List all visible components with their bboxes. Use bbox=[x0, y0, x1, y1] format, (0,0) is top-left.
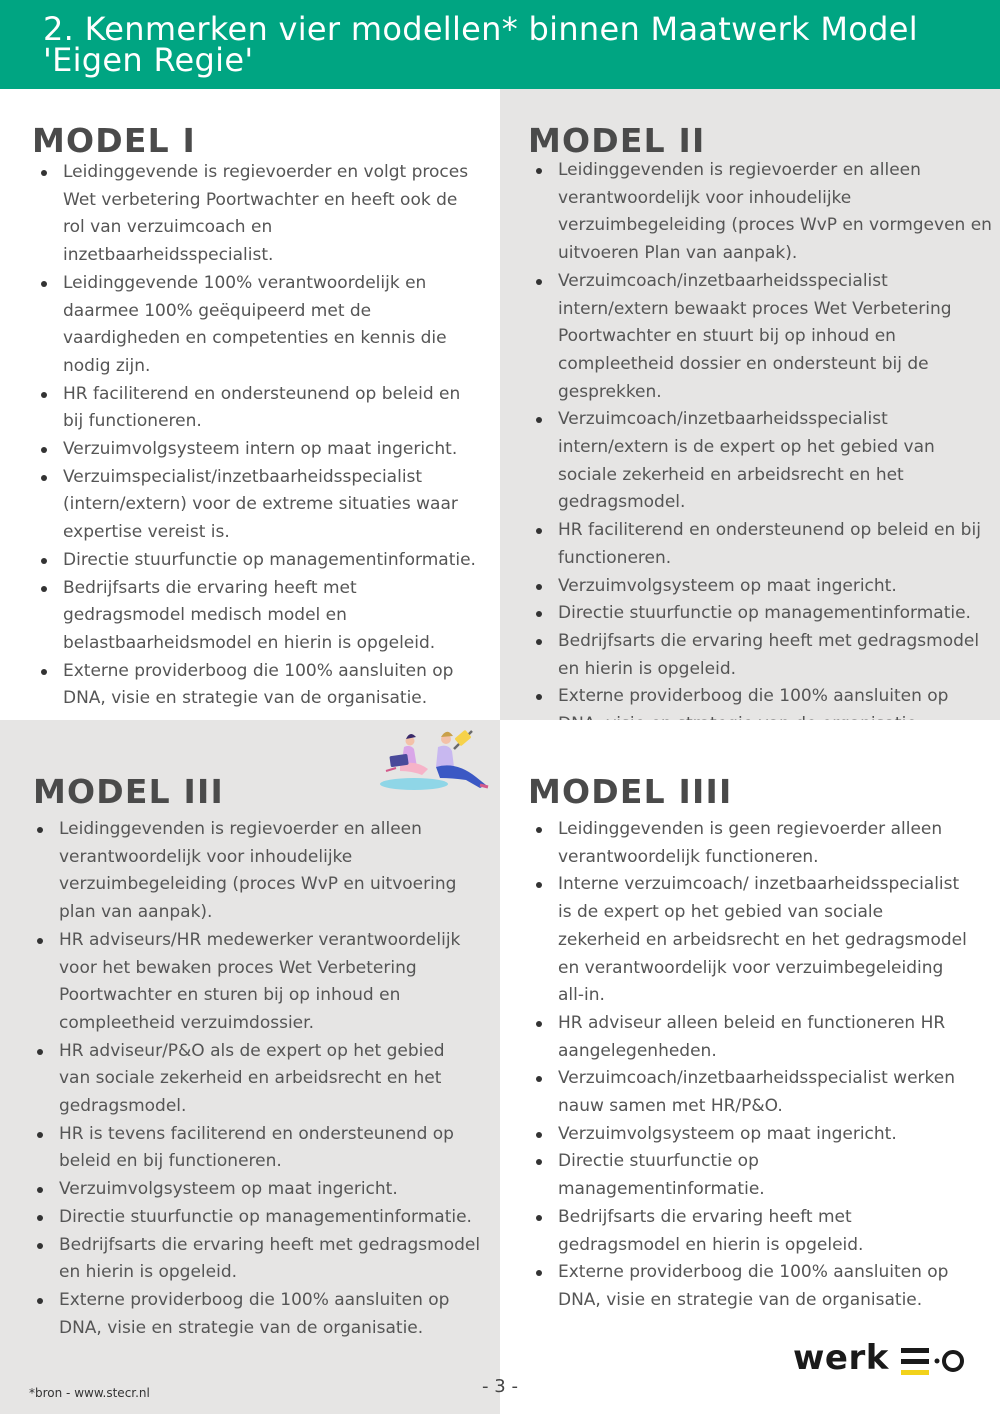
list-item: HR adviseur/P&O als de expert op het gebied van sociale zekerheid en arbeidsrecht en het gedragsmodel. bbox=[29, 1038, 481, 1121]
list-item: HR adviseur alleen beleid en functioneren HR aangelegenheden. bbox=[528, 1010, 968, 1065]
list-item: Externe providerboog die 100% aansluiten op DNA, visie en strategie van de organisatie. bbox=[29, 1287, 481, 1342]
list-item: Interne verzuimcoach/ inzetbaarheidsspecialist is de expert op het gebied van sociale zekerheid en arbeidsrecht en het gedragsmodel en verantwoordelijk voor verzuimbegeleiding all-in. bbox=[528, 871, 968, 1010]
list-item: Bedrijfsarts die ervaring heeft met gedragsmodel en hierin is opgeleid. bbox=[528, 628, 994, 683]
list-item: Verzuimspecialist/inzetbaarheidsspecialist (intern/extern) voor de extreme situaties waar expertise vereist is. bbox=[33, 464, 483, 547]
model-3-title: MODEL III bbox=[33, 772, 224, 811]
list-item: Leidinggevende is regievoerder en volgt proces Wet verbetering Poortwachter en heeft ook de rol van verzuimcoach en inzetbaarheidsspecialist. bbox=[33, 159, 483, 270]
list-item: Leidinggevende 100% verantwoordelijk en daarmee 100% geëquipeerd met de vaardigheden en competenties en kennis die nodig zijn. bbox=[33, 270, 483, 381]
model-3-panel bbox=[0, 720, 500, 1414]
list-item: Externe providerboog die 100% aansluiten op bbox=[528, 683, 994, 738]
source-footnote: *bron - www.stecr.nl bbox=[29, 1386, 150, 1400]
list-item: Leidinggevenden is geen regievoerder alleen verantwoordelijk functioneren. bbox=[528, 816, 968, 871]
werkeo-logo bbox=[793, 1338, 968, 1384]
list-item: Verzuimcoach/inzetbaarheidsspecialist werken nauw samen met HR/P&O. bbox=[528, 1065, 968, 1120]
list-item: HR faciliterend en ondersteunend op beleid en bij functioneren. bbox=[528, 517, 994, 572]
list-item: Verzuimcoach/inzetbaarheidsspecialist intern/extern is de expert op het gebied van sociale zekerheid en arbeidsrecht en het gedragsmodel. bbox=[528, 406, 994, 517]
logo-text: werk bbox=[793, 1338, 889, 1378]
page-header bbox=[0, 0, 1000, 89]
model-3-list bbox=[29, 816, 481, 1342]
model-1-title: MODEL I bbox=[32, 121, 197, 160]
list-item: HR faciliterend en ondersteunend op beleid en bij functioneren. bbox=[33, 381, 483, 436]
list-item: Bedrijfsarts die ervaring heeft met gedragsmodel en hierin is opgeleid. bbox=[29, 1232, 481, 1287]
model-4-title: MODEL IIII bbox=[528, 772, 733, 811]
list-item: Verzuimvolgsysteem op maat ingericht. bbox=[29, 1176, 481, 1204]
model-1-panel bbox=[0, 89, 500, 720]
list-item: HR is tevens faciliterend en ondersteunend op beleid en bij functioneren. bbox=[29, 1121, 481, 1176]
page-number: - 3 - bbox=[482, 1376, 518, 1397]
page-title: 2. Kenmerken vier modellen* binnen Maatwerk Model 'Eigen Regie' bbox=[43, 10, 918, 79]
model-1-list bbox=[33, 159, 483, 713]
list-item: Directie stuurfunctie op managementinformatie. bbox=[528, 600, 994, 628]
list-item: Externe providerboog die 100% aansluiten op DNA, visie en strategie van de organisatie. bbox=[528, 1259, 968, 1314]
people-laptop-illustration bbox=[378, 727, 493, 793]
list-item: Verzuimvolgsysteem op maat ingericht. bbox=[528, 1121, 968, 1149]
model-2-panel bbox=[500, 89, 1000, 720]
list-item: Bedrijfsarts die ervaring heeft met gedragsmodel medisch model en belastbaarheidsmodel en hierin is opgeleid. bbox=[33, 575, 483, 658]
model-4-list bbox=[528, 816, 968, 1315]
model-4-panel bbox=[500, 720, 1000, 1414]
list-item: Directie stuurfunctie op managementinformatie. bbox=[29, 1204, 481, 1232]
model-2-title: MODEL II bbox=[528, 121, 706, 160]
logo-mark-icon bbox=[901, 1344, 965, 1380]
list-item: Directie stuurfunctie op managementinformatie. bbox=[528, 1148, 968, 1203]
list-item: HR adviseurs/HR medewerker verantwoordelijk voor het bewaken proces Wet Verbetering Poortwachter en sturen bij op inhoud en compleetheid verzuimdossier. bbox=[29, 927, 481, 1038]
list-item: Leidinggevenden is regievoerder en alleen verantwoordelijk voor inhoudelijke verzuimbegeleiding (proces WvP en vormgeven en uitvoeren Plan van aanpak). bbox=[528, 157, 994, 268]
list-item: Externe providerboog die 100% aansluiten op DNA, visie en strategie van de organisatie. bbox=[33, 658, 483, 713]
list-item: Verzuimvolgsysteem op maat ingericht. bbox=[528, 573, 994, 601]
model-2-list bbox=[528, 157, 994, 739]
list-item: Bedrijfsarts die ervaring heeft met gedragsmodel en hierin is opgeleid. bbox=[528, 1204, 968, 1259]
list-item: Directie stuurfunctie op managementinformatie. bbox=[33, 547, 483, 575]
list-item: Verzuimcoach/inzetbaarheidsspecialist intern/extern bewaakt proces Wet Verbetering Poortwachter en stuurt bij op inhoud en compleetheid dossier en ondersteunt bij de gesprekken. bbox=[528, 268, 994, 407]
list-item: Leidinggevenden is regievoerder en alleen verantwoordelijk voor inhoudelijke verzuimbegeleiding (proces WvP en uitvoering plan van aanpak). bbox=[29, 816, 481, 927]
list-item: Verzuimvolgsysteem intern op maat ingericht. bbox=[33, 436, 483, 464]
